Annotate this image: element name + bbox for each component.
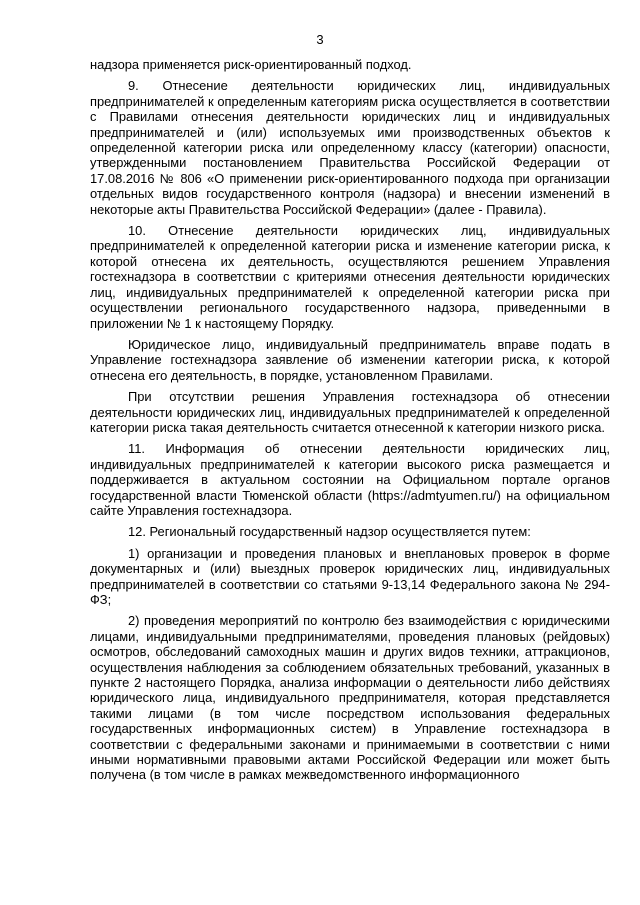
paragraph-subitem-1: 1) организации и проведения плановых и внеплановых проверок в форме документарных и (или) выездных проверок юридических лиц, индивидуальных предпринимателей в соответствии со статьями 9-13,14 Федерального закона № 294-ФЗ; bbox=[90, 545, 610, 607]
paragraph-item-12: 12. Региональный государственный надзор осуществляется путем: bbox=[128, 524, 531, 540]
page-number: 3 bbox=[316, 32, 324, 47]
paragraph-item-11: 11. Информация об отнесении деятельности юридических лиц, индивидуальных предпринимателей к категории высокого риска размещается и поддерживается в актуальном состоянии на Официальном портале органов государственной власти Тюменской области (https://admtyumen.ru/) на официальном сайте Управления гостехнадзора. bbox=[90, 441, 610, 518]
paragraph-low-risk-default: При отсутствии решения Управления гостехнадзора об отнесении деятельности юридических лиц, индивидуальных предпринимателей к определенной категории риска такая деятельность считается отнесенной к категории низкого риска. bbox=[90, 389, 610, 435]
paragraph-subitem-2: 2) проведения мероприятий по контролю без взаимодействия с юридическими лицами, индивидуальными предпринимателями, проведения плановых (рейдовых) осмотров, обследований самоходных машин и других видов техники, аттракционов, осуществления наблюдения за соблюдением обязательных требований, указанных в пункте 2 настоящего Порядка, анализа информации о деятельности либо действиях юридического лица, индивидуального предпринимателя, которая представляется такими лицами (в том числе посредством использования федеральных государственных информационных систем) в Управление гостехнадзора в соответствии с федеральными законами и принимаемыми в соответствии с ними иными нормативными правовыми актами Российской Федерации или может быть получена (в том числе в рамках межведомственного информационного bbox=[90, 613, 610, 783]
paragraph-risk-change-request: Юридическое лицо, индивидуальный предприниматель вправе подать в Управление гостехнадзора заявление об изменении категории риска, к которой отнесена его деятельность, в порядке, установленном Правилами. bbox=[90, 336, 610, 383]
document-body bbox=[90, 57, 610, 789]
paragraph-item-9: 9. Отнесение деятельности юридических лиц, индивидуальных предпринимателей к определенным категориям риска осуществляется в соответствии с Правилами отнесения деятельности юридических лиц и индивидуальных предпринимателей и (или) используемых ими производственных объектов к определенной категории риска или определенному классу (категории) опасности, утвержденными постановлением Правительства Российской Федерации от 17.08.2016 № 806 «О применении риск-ориентированного подхода при организации отдельных видов государственного контроля (надзора) и внесении изменений в некоторые акты Правительства Российской Федерации» (далее - Правила). bbox=[90, 78, 610, 217]
paragraph-continuation: надзора применяется риск-ориентированный подход. bbox=[90, 57, 412, 72]
paragraph-item-10: 10. Отнесение деятельности юридических лиц, индивидуальных предпринимателей к определенной категории риска и изменение категории риска, к которой отнесена их деятельность, осуществляются решением Управления гостехнадзора в соответствии с критериями отнесения деятельности юридических лиц, индивидуальных предпринимателей к определенной категории риска при осуществлении регионального государственного надзора, приведенными в приложении № 1 к настоящему Порядку. bbox=[90, 223, 610, 331]
